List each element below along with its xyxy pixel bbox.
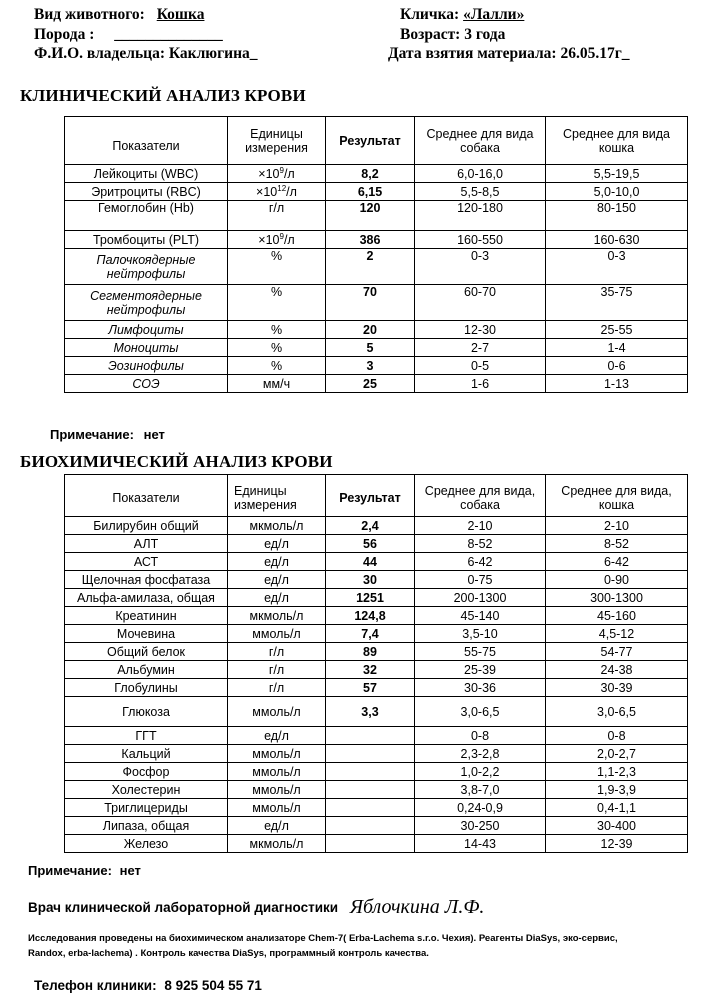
cell-unit: % xyxy=(228,357,326,375)
cell-result: 6,15 xyxy=(326,183,415,201)
clinical-note-label: Примечание: xyxy=(50,427,134,442)
breed-label: Порода : xyxy=(34,26,95,43)
cell-result xyxy=(326,799,415,817)
cell-dog: 45-140 xyxy=(415,607,546,625)
unit-tail: /л xyxy=(283,166,295,181)
table-row xyxy=(65,607,688,625)
biochem-note xyxy=(28,863,141,878)
phone-value: 8 925 504 55 71 xyxy=(164,978,262,993)
cell-cat: 0-6 xyxy=(546,357,688,375)
cell-name: СОЭ xyxy=(65,375,228,393)
age-label: Возраст: xyxy=(400,26,461,43)
cell-cat: 80-150 xyxy=(546,201,688,231)
unit-tail: /л xyxy=(286,184,297,199)
table-row xyxy=(65,321,688,339)
cell-dog: 200-1300 xyxy=(415,589,546,607)
cell-cat: 12-39 xyxy=(546,835,688,853)
cell-unit: % xyxy=(228,249,326,285)
cell-cat: 300-1300 xyxy=(546,589,688,607)
cell-result: 20 xyxy=(326,321,415,339)
biochem-table xyxy=(64,474,688,853)
table-row xyxy=(65,835,688,853)
table-row xyxy=(65,799,688,817)
cell-unit: мкмоль/л xyxy=(228,517,326,535)
cell-name: Креатинин xyxy=(65,607,228,625)
table-row xyxy=(65,517,688,535)
cell-result: 2,4 xyxy=(326,517,415,535)
cell-name: Тромбоциты (PLT) xyxy=(65,231,228,249)
cell-cat: 160-630 xyxy=(546,231,688,249)
col-header-units: Единицы измерения xyxy=(228,475,326,517)
clinical-table xyxy=(64,116,688,393)
cell-unit: мм/ч xyxy=(228,375,326,393)
cell-unit: мкмоль/л xyxy=(228,835,326,853)
table-row xyxy=(65,571,688,589)
cell-dog: 2,3-2,8 xyxy=(415,745,546,763)
cell-unit: % xyxy=(228,339,326,357)
cell-name: Билирубин общий xyxy=(65,517,228,535)
cell-dog: 1-6 xyxy=(415,375,546,393)
cell-result: 386 xyxy=(326,231,415,249)
cell-result xyxy=(326,835,415,853)
cell-dog: 160-550 xyxy=(415,231,546,249)
cell-result: 44 xyxy=(326,553,415,571)
age-value: 3 года xyxy=(464,26,506,43)
research-text-line-2: Randox, erba-lachema) . Контроль качества DiaSys, программный контроль качества. xyxy=(28,948,429,959)
table-row xyxy=(65,201,688,231)
cell-unit: ед/л xyxy=(228,817,326,835)
cell-cat: 0-3 xyxy=(546,249,688,285)
clinic-phone xyxy=(34,978,262,993)
cell-result: 57 xyxy=(326,679,415,697)
cell-name: Глобулины xyxy=(65,679,228,697)
cell-result xyxy=(326,745,415,763)
unit-exp: 9 xyxy=(279,165,284,175)
cell-name: АЛТ xyxy=(65,535,228,553)
table-row xyxy=(65,817,688,835)
cell-result: 5 xyxy=(326,339,415,357)
cell-result: 120 xyxy=(326,201,415,231)
cell-dog: 2-10 xyxy=(415,517,546,535)
cell-name: Альфа-амилаза, общая xyxy=(65,589,228,607)
table-row xyxy=(65,357,688,375)
cell-name: Мочевина xyxy=(65,625,228,643)
cell-cat: 4,5-12 xyxy=(546,625,688,643)
cell-unit: ед/л xyxy=(228,727,326,745)
cell-cat: 30-39 xyxy=(546,679,688,697)
col-header-cat: Среднее для вида кошка xyxy=(546,117,688,165)
doctor-line xyxy=(28,896,484,919)
cell-unit: ммоль/л xyxy=(228,763,326,781)
cell-cat: 45-160 xyxy=(546,607,688,625)
cell-cat: 8-52 xyxy=(546,535,688,553)
biochem-body xyxy=(65,517,688,853)
cell-name: Лейкоциты (WBC) xyxy=(65,165,228,183)
col-header-dog: Среднее для вида собака xyxy=(415,117,546,165)
table-row xyxy=(65,553,688,571)
table-row xyxy=(65,339,688,357)
cell-dog: 5,5-8,5 xyxy=(415,183,546,201)
breed-value: ______________ xyxy=(114,26,223,43)
cell-result xyxy=(326,781,415,799)
table-row xyxy=(65,697,688,727)
cell-unit: ммоль/л xyxy=(228,745,326,763)
cell-result: 70 xyxy=(326,285,415,321)
sample-date-value: 26.05.17г_ xyxy=(560,45,630,62)
cell-unit: ед/л xyxy=(228,553,326,571)
cell-result: 30 xyxy=(326,571,415,589)
table-row xyxy=(65,375,688,393)
cell-dog: 6-42 xyxy=(415,553,546,571)
cell-cat: 1,1-2,3 xyxy=(546,763,688,781)
clinical-title: КЛИНИЧЕСКИЙ АНАЛИЗ КРОВИ xyxy=(20,86,306,105)
cell-cat: 24-38 xyxy=(546,661,688,679)
cell-result xyxy=(326,763,415,781)
cell-name: Холестерин xyxy=(65,781,228,799)
cell-cat: 6-42 xyxy=(546,553,688,571)
cell-dog: 12-30 xyxy=(415,321,546,339)
table-row xyxy=(65,763,688,781)
cell-unit: г/л xyxy=(228,643,326,661)
biochem-title: БИОХИМИЧЕСКИЙ АНАЛИЗ КРОВИ xyxy=(20,452,333,471)
animal-type-field xyxy=(34,6,204,24)
cell-dog: 60-70 xyxy=(415,285,546,321)
cell-name: Липаза, общая xyxy=(65,817,228,835)
cell-result: 8,2 xyxy=(326,165,415,183)
cell-unit: мкмоль/л xyxy=(228,607,326,625)
cell-result: 56 xyxy=(326,535,415,553)
cell-name: Триглицериды xyxy=(65,799,228,817)
cell-result: 3 xyxy=(326,357,415,375)
owner-field xyxy=(34,45,258,63)
cell-unit: г/л xyxy=(228,201,326,231)
phone-label: Телефон клиники: xyxy=(34,978,157,993)
owner-label: Ф.И.О. владельца: xyxy=(34,45,165,62)
cell-result: 3,3 xyxy=(326,697,415,727)
cell-result: 89 xyxy=(326,643,415,661)
cell-dog: 3,0-6,5 xyxy=(415,697,546,727)
table-row xyxy=(65,249,688,285)
unit-base: ×10 xyxy=(256,184,278,199)
cell-cat: 3,0-6,5 xyxy=(546,697,688,727)
pet-name-value: «Лалли» xyxy=(463,6,525,23)
biochem-note-value: нет xyxy=(119,863,141,878)
cell-dog: 3,8-7,0 xyxy=(415,781,546,799)
cell-unit: % xyxy=(228,285,326,321)
cell-cat: 0-8 xyxy=(546,727,688,745)
cell-name: ГГТ xyxy=(65,727,228,745)
cell-result xyxy=(326,727,415,745)
cell-dog: 30-250 xyxy=(415,817,546,835)
cell-dog: 120-180 xyxy=(415,201,546,231)
owner-value: Каклюгина_ xyxy=(168,45,258,62)
cell-unit: г/л xyxy=(228,679,326,697)
table-row xyxy=(65,781,688,799)
breed-field xyxy=(34,26,223,44)
unit-base: ×10 xyxy=(258,166,280,181)
table-row xyxy=(65,727,688,745)
doctor-signature: Яблочкина Л.Ф. xyxy=(349,896,485,918)
cell-dog: 2-7 xyxy=(415,339,546,357)
sample-date-label: Дата взятия материала: xyxy=(388,45,557,62)
animal-type-label: Вид животного: xyxy=(34,6,145,23)
cell-name: Гемоглобин (Hb) xyxy=(65,201,228,231)
cell-dog: 6,0-16,0 xyxy=(415,165,546,183)
table-row xyxy=(65,231,688,249)
cell-cat: 30-400 xyxy=(546,817,688,835)
cell-dog: 1,0-2,2 xyxy=(415,763,546,781)
cell-cat: 25-55 xyxy=(546,321,688,339)
cell-name: Палочкоядерные нейтрофилы xyxy=(65,249,228,285)
cell-dog: 55-75 xyxy=(415,643,546,661)
cell-dog: 3,5-10 xyxy=(415,625,546,643)
cell-result xyxy=(326,817,415,835)
table-row xyxy=(65,535,688,553)
unit-tail: /л xyxy=(283,232,295,247)
clinical-note-value: нет xyxy=(143,427,165,442)
cell-unit: ммоль/л xyxy=(228,781,326,799)
unit-exp: 9 xyxy=(279,231,284,241)
cell-cat: 2-10 xyxy=(546,517,688,535)
cell-cat: 5,0-10,0 xyxy=(546,183,688,201)
table-row xyxy=(65,625,688,643)
cell-result: 2 xyxy=(326,249,415,285)
biochem-note-label: Примечание: xyxy=(28,863,112,878)
cell-result: 32 xyxy=(326,661,415,679)
cell-result: 25 xyxy=(326,375,415,393)
cell-cat: 0-90 xyxy=(546,571,688,589)
cell-name: Эритроциты (RBC) xyxy=(65,183,228,201)
cell-unit xyxy=(228,165,326,183)
cell-cat: 5,5-19,5 xyxy=(546,165,688,183)
cell-unit: г/л xyxy=(228,661,326,679)
age-field xyxy=(400,26,505,44)
cell-result: 7,4 xyxy=(326,625,415,643)
cell-dog: 0-5 xyxy=(415,357,546,375)
doctor-label: Врач клинической лабораторной диагностики xyxy=(28,900,339,915)
col-header-result: Результат xyxy=(326,117,415,165)
sample-date-field xyxy=(388,45,630,63)
cell-unit: ед/л xyxy=(228,589,326,607)
col-header-units: Единицы измерения xyxy=(228,117,326,165)
cell-dog: 8-52 xyxy=(415,535,546,553)
unit-base: ×10 xyxy=(258,232,280,247)
cell-name: Кальций xyxy=(65,745,228,763)
cell-cat: 1-4 xyxy=(546,339,688,357)
cell-name: Лимфоциты xyxy=(65,321,228,339)
table-row xyxy=(65,183,688,201)
col-header-dog: Среднее для вида, собака xyxy=(415,475,546,517)
clinical-note xyxy=(50,427,165,442)
cell-name: Альбумин xyxy=(65,661,228,679)
table-row xyxy=(65,589,688,607)
table-row xyxy=(65,285,688,321)
table-row xyxy=(65,745,688,763)
cell-name: Железо xyxy=(65,835,228,853)
cell-cat: 1-13 xyxy=(546,375,688,393)
cell-unit: ммоль/л xyxy=(228,625,326,643)
cell-cat: 2,0-2,7 xyxy=(546,745,688,763)
cell-name: Фосфор xyxy=(65,763,228,781)
research-info xyxy=(28,931,694,961)
cell-dog: 30-36 xyxy=(415,679,546,697)
cell-cat: 35-75 xyxy=(546,285,688,321)
col-header-result: Результат xyxy=(326,475,415,517)
cell-unit: ммоль/л xyxy=(228,799,326,817)
table-row xyxy=(65,643,688,661)
cell-cat: 0,4-1,1 xyxy=(546,799,688,817)
cell-dog: 0-75 xyxy=(415,571,546,589)
cell-unit: ммоль/л xyxy=(228,697,326,727)
cell-name: Общий белок xyxy=(65,643,228,661)
cell-dog: 0,24-0,9 xyxy=(415,799,546,817)
cell-unit xyxy=(228,183,326,201)
cell-unit xyxy=(228,231,326,249)
col-header-indicator: Показатели xyxy=(65,117,228,165)
cell-name: Эозинофилы xyxy=(65,357,228,375)
cell-dog: 0-3 xyxy=(415,249,546,285)
table-row xyxy=(65,165,688,183)
table-row xyxy=(65,679,688,697)
cell-dog: 0-8 xyxy=(415,727,546,745)
table-row xyxy=(65,661,688,679)
biochem-header-row xyxy=(65,475,688,517)
cell-name: АСТ xyxy=(65,553,228,571)
cell-unit: ед/л xyxy=(228,571,326,589)
cell-unit: ед/л xyxy=(228,535,326,553)
cell-dog: 25-39 xyxy=(415,661,546,679)
research-text-line-1: Исследования проведены на биохимическом анализаторе Chem-7( Erba-Lachema s.r.o. Чехия). Реагенты DiaSys, эко-сервис, xyxy=(28,933,618,944)
cell-name: Щелочная фосфатаза xyxy=(65,571,228,589)
cell-cat: 54-77 xyxy=(546,643,688,661)
cell-result: 124,8 xyxy=(326,607,415,625)
cell-unit: % xyxy=(228,321,326,339)
clinical-header-row xyxy=(65,117,688,165)
pet-name-field xyxy=(400,6,524,24)
cell-name: Сегментоядерные нейтрофилы xyxy=(65,285,228,321)
pet-name-label: Кличка: xyxy=(400,6,460,23)
cell-name: Моноциты xyxy=(65,339,228,357)
cell-result: 1251 xyxy=(326,589,415,607)
col-header-indicator: Показатели xyxy=(65,475,228,517)
col-header-cat: Среднее для вида, кошка xyxy=(546,475,688,517)
cell-dog: 14-43 xyxy=(415,835,546,853)
cell-cat: 1,9-3,9 xyxy=(546,781,688,799)
animal-type-value: Кошка xyxy=(156,6,205,23)
cell-name: Глюкоза xyxy=(65,697,228,727)
unit-exp: 12 xyxy=(277,183,287,193)
